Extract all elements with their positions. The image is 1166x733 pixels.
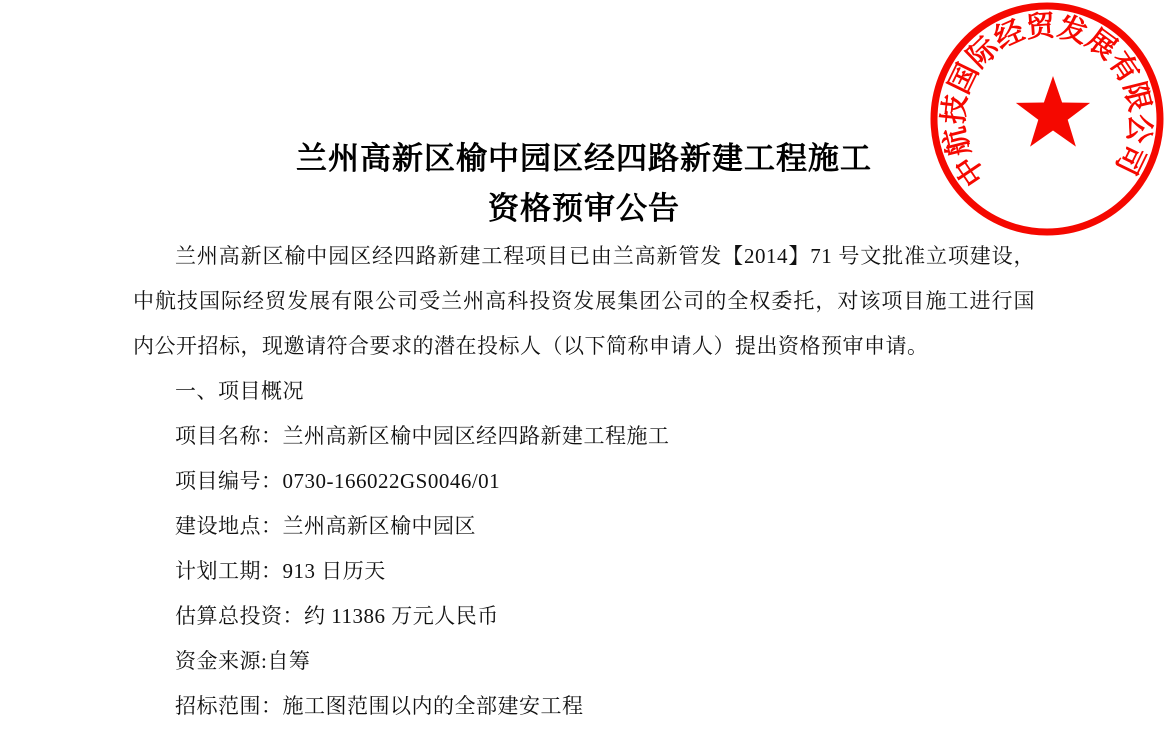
- construction-site-line: 建设地点：兰州高新区榆中园区: [175, 514, 476, 538]
- stamp-text-char: 展: [1079, 23, 1123, 67]
- funding-source-line: 资金来源:自筹: [175, 649, 311, 673]
- stamp-text-char: 司: [1108, 139, 1151, 180]
- stamp-text-char: 航: [938, 123, 977, 160]
- project-overview-section: [133, 369, 1035, 729]
- stamp-text-char: 国: [943, 58, 986, 99]
- bidding-scope-line: 招标范围：施工图范围以内的全部建安工程: [175, 694, 584, 718]
- company-seal-stamp: [922, 2, 1166, 242]
- intro-paragraph: 兰州高新区榆中园区经四路新建工程项目已由兰高新管发【2014】71 号文批准立项建设，中航技国际经贸发展有限公司受兰州高科投资发展集团公司的全权委托，对该项目施工进行国内公开招标，现邀请符合要求的潜在投标人（以下简称申请人）提出资格预审申请。: [133, 244, 1035, 358]
- stamp-text-char: 贸: [1025, 10, 1057, 45]
- planned-duration-line: 计划工期：913 日历天: [175, 559, 386, 583]
- stamp-text-char: 际: [961, 31, 1005, 75]
- stamp-star-icon: [1016, 76, 1090, 147]
- title-line-2: 资格预审公告: [488, 191, 680, 227]
- stamp-text-char: 有: [1101, 46, 1145, 89]
- document-content: [133, 0, 1035, 729]
- page-title: [133, 134, 1035, 234]
- stamp-text-char: 技: [938, 93, 973, 126]
- project-number-line: 项目编号：0730-166022GS0046/01: [175, 469, 501, 493]
- title-line-1: 兰州高新区榆中园区经四路新建工程施工: [296, 141, 872, 177]
- stamp-text-char: 公: [1121, 112, 1156, 145]
- project-name-line: 项目名称：兰州高新区榆中园区经四路新建工程施工: [175, 424, 670, 448]
- stamp-text-char: 中: [949, 149, 993, 192]
- estimated-investment-line: 估算总投资：约 11386 万元人民币: [175, 604, 499, 628]
- stamp-text-char: 发: [1054, 11, 1091, 50]
- section-heading: 一、项目概况: [175, 379, 304, 403]
- stamp-text-char: 经: [989, 14, 1030, 56]
- stamp-text-char: 限: [1117, 78, 1156, 115]
